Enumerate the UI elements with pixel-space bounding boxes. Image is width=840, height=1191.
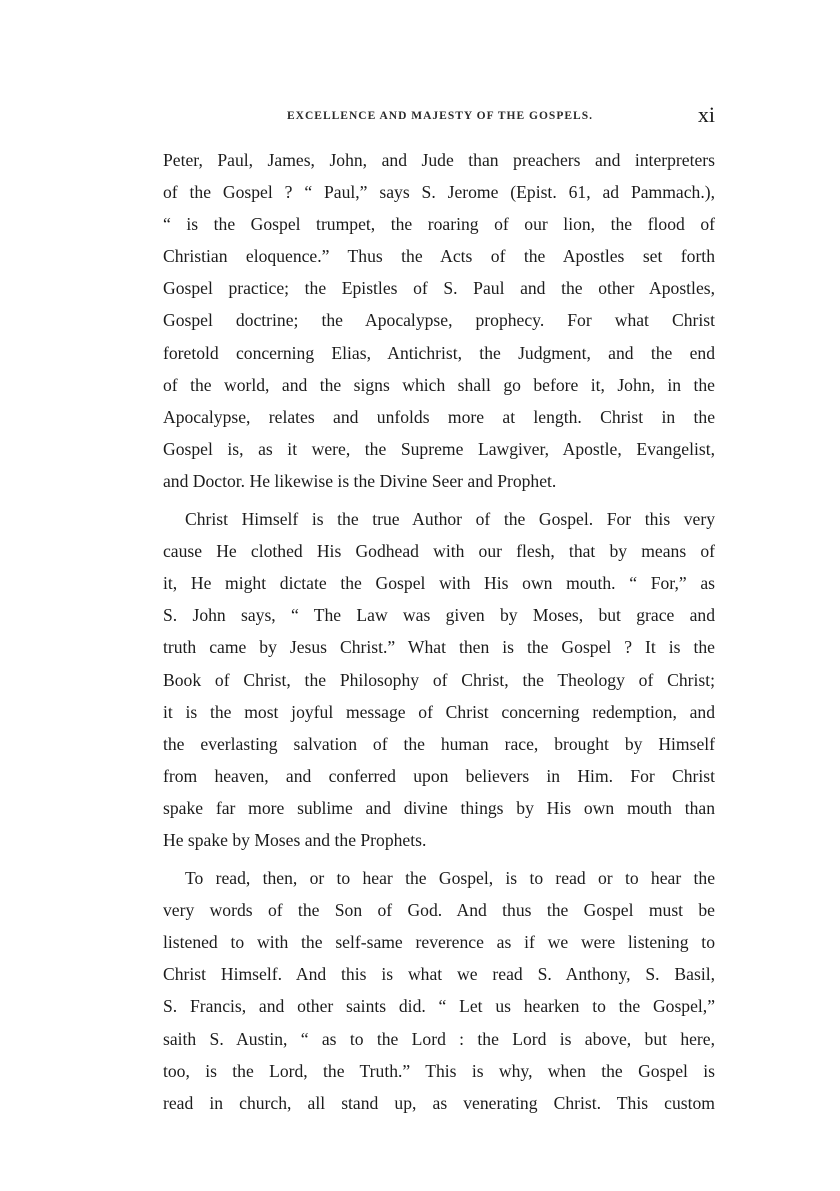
text-line: saith S. Austin, “ as to the Lord : the Lord is above, but here, — [163, 1028, 715, 1049]
text-line: listened to with the self-same reverence as if we were listening to — [163, 932, 715, 953]
body-text — [163, 144, 715, 1119]
text-line: Gospel is, as it were, the Supreme Lawgiver, Apostle, Evangelist, — [163, 438, 715, 459]
page-number: xi — [697, 102, 715, 127]
text-line: from heaven, and conferred upon believers in Him. For Christ — [163, 765, 715, 786]
text-line: S. Francis, and other saints did. “ Let us hearken to the Gospel,” — [163, 996, 715, 1017]
text-line: it, He might dictate the Gospel with His own mouth. “ For,” as — [163, 573, 715, 594]
text-line: very words of the Son of God. And thus the Gospel must be — [163, 900, 715, 921]
paragraph-1 — [163, 144, 715, 497]
running-title: EXCELLENCE AND MAJESTY OF THE GOSPELS. — [287, 110, 593, 122]
text-line: of the Gospel ? “ Paul,” says S. Jerome (Epist. 61, ad Pammach.), — [163, 182, 715, 203]
text-line: truth came by Jesus Christ.” What then is the Gospel ? It is the — [163, 637, 715, 658]
text-line: the everlasting salvation of the human race, brought by Himself — [163, 733, 715, 754]
text-line: Peter, Paul, James, John, and Jude than preachers and interpreters — [163, 150, 715, 170]
text-line: Christian eloquence.” Thus the Acts of the Apostles set forth — [163, 246, 715, 267]
text-line: of the world, and the signs which shall go before it, John, in the — [163, 374, 715, 395]
text-line: Apocalypse, relates and unfolds more at length. Christ in the — [163, 406, 715, 427]
text-line: Christ Himself. And this is what we read S. Anthony, S. Basil, — [163, 964, 715, 985]
text-line: He spake by Moses and the Prophets. — [163, 829, 427, 850]
text-line: it is the most joyful message of Christ concerning redemption, and — [163, 701, 715, 722]
text-line: “ is the Gospel trumpet, the roaring of our lion, the flood of — [163, 214, 715, 235]
text-line: Christ Himself is the true Author of the Gospel. For this very — [185, 509, 715, 530]
text-line: foretold concerning Elias, Antichrist, the Judgment, and the end — [163, 342, 715, 363]
text-line: and Doctor. He likewise is the Divine Seer and Prophet. — [163, 470, 557, 491]
text-line: read in church, all stand up, as venerating Christ. This custom — [163, 1092, 715, 1113]
text-line: spake far more sublime and divine things by His own mouth than — [163, 797, 715, 818]
paragraph-3 — [163, 862, 715, 1119]
running-head — [165, 104, 715, 128]
text-line: Book of Christ, the Philosophy of Christ, the Theology of Christ; — [163, 669, 715, 690]
text-line: cause He clothed His Godhead with our flesh, that by means of — [163, 541, 715, 562]
paragraph-2 — [163, 503, 715, 856]
text-line: Gospel doctrine; the Apocalypse, prophecy. For what Christ — [163, 310, 715, 331]
text-line: S. John says, “ The Law was given by Moses, but grace and — [163, 605, 715, 626]
text-line: Gospel practice; the Epistles of S. Paul and the other Apostles, — [163, 278, 715, 299]
text-line: To read, then, or to hear the Gospel, is to read or to hear the — [185, 868, 715, 889]
text-line: too, is the Lord, the Truth.” This is why, when the Gospel is — [163, 1060, 715, 1081]
